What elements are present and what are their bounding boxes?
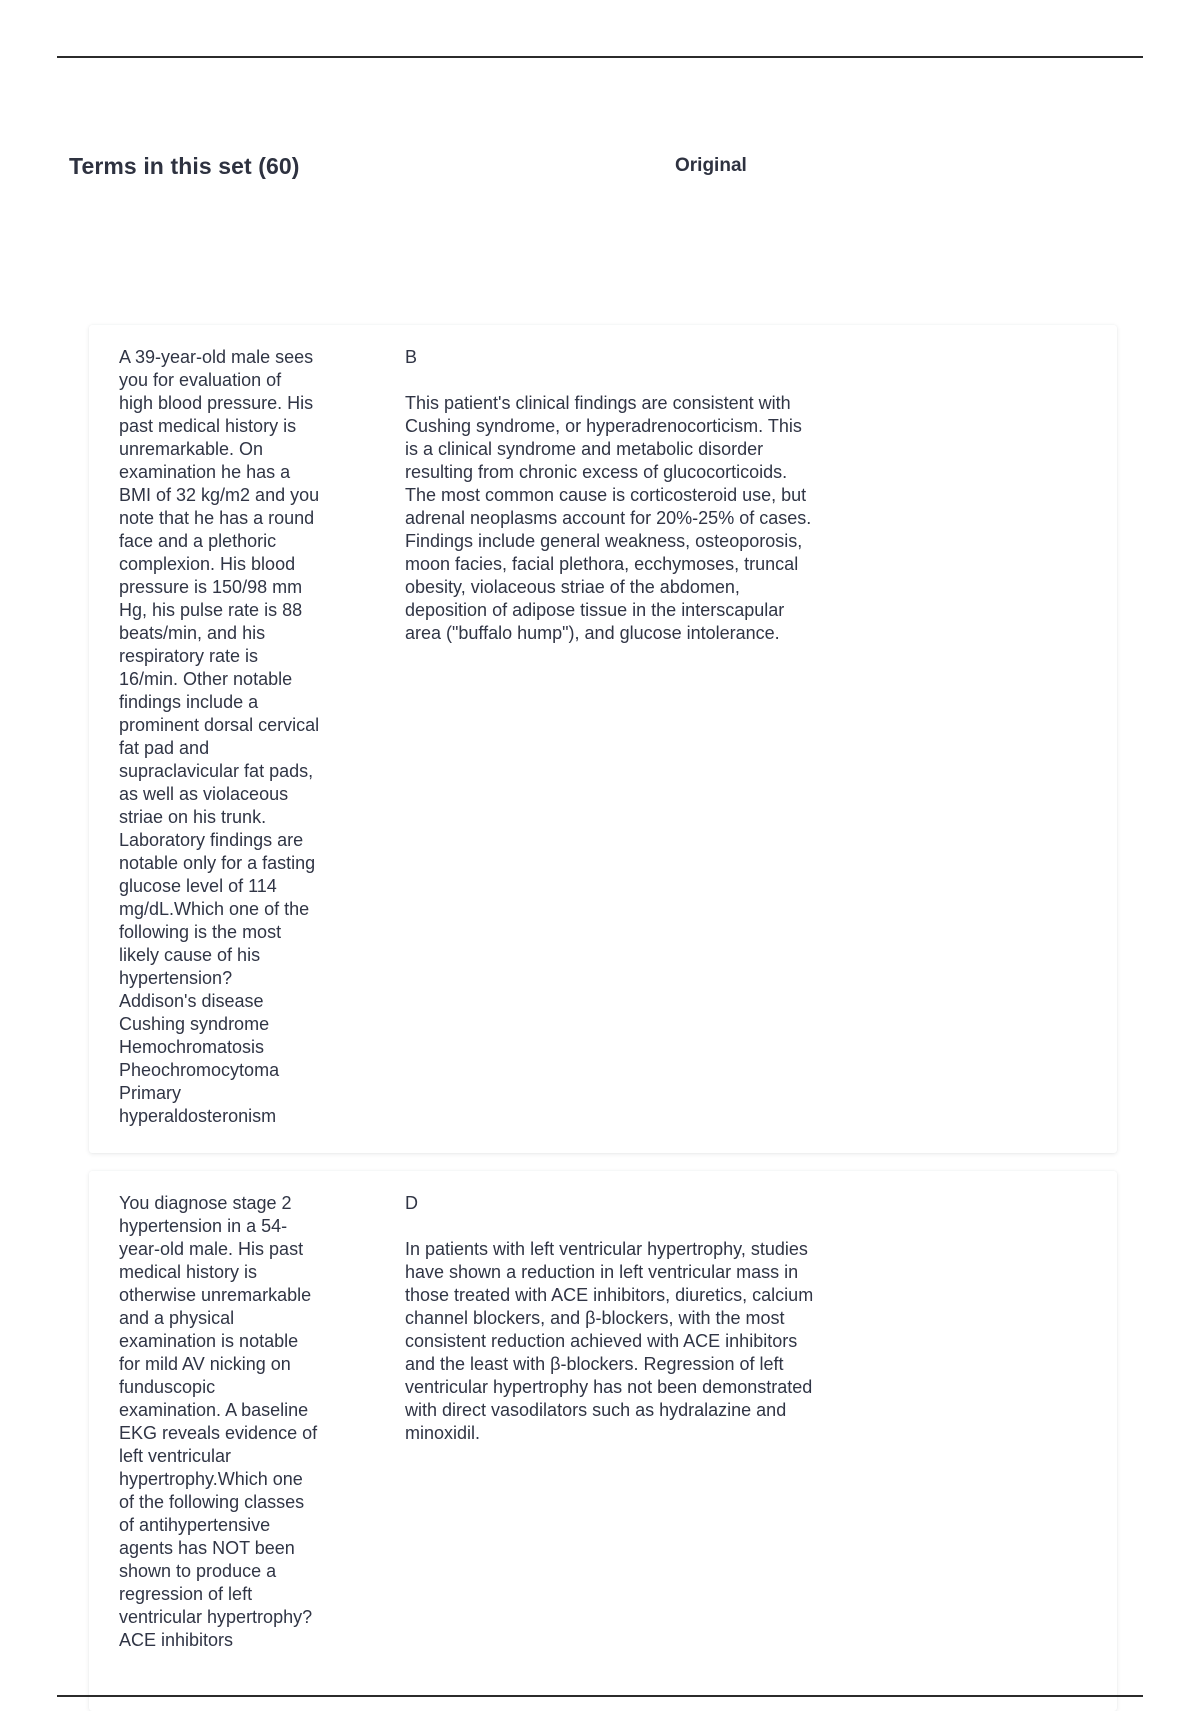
term-card-1 [89,325,1117,1153]
term-line: BMI of 32 kg/m2 and you [119,485,320,505]
term-line: hypertension? [119,968,233,988]
definition-line: resulting from chronic excess of glucocorticoids. [405,462,788,482]
definition-text [405,1192,905,1445]
bottom-rule [57,1695,1143,1697]
term-line: ACE inhibitors [119,1630,234,1650]
term-line: for mild AV nicking on [119,1354,291,1374]
term-line: hypertension in a 54- [119,1216,288,1236]
term-line: agents has NOT been [119,1538,295,1558]
definition-line: have shown a reduction in left ventricular mass in [405,1262,799,1282]
definition-line: deposition of adipose tissue in the interscapular [405,600,785,620]
term-line: prominent dorsal cervical [119,715,320,735]
term-line: hypertrophy.Which one [119,1469,303,1489]
term-line: 16/min. Other notable [119,669,293,689]
definition-line: obesity, violaceous striae of the abdomen, [405,577,740,597]
term-line: beats/min, and his [119,623,266,643]
definition-line: channel blockers, and β-blockers, with the most [405,1308,785,1328]
term-line: notable only for a fasting [119,853,316,873]
definition-line: Findings include general weakness, osteoporosis, [405,531,803,551]
definition-line: Cushing syndrome, or hyperadrenocorticism. This [405,416,802,436]
term-line: Pheochromocytoma [119,1060,280,1080]
term-line: respiratory rate is [119,646,259,666]
term-line: likely cause of his [119,945,261,965]
term-line: of the following classes [119,1492,305,1512]
answer-letter: B [405,347,418,367]
definition-line: adrenal neoplasms account for 20%-25% of cases. [405,508,812,528]
term-line: pressure is 150/98 mm [119,577,303,597]
definition-line: moon facies, facial plethora, ecchymoses, truncal [405,554,799,574]
answer-letter: D [405,1193,418,1213]
term-line: supraclavicular fat pads, [119,761,314,781]
term-line: medical history is [119,1262,258,1282]
definition-line: area ("buffalo hump"), and glucose intolerance. [405,623,780,643]
term-line: following is the most [119,922,282,942]
definition-text [405,346,905,645]
term-line: note that he has a round [119,508,315,528]
definition-line: those treated with ACE inhibitors, diuretics, calcium [405,1285,814,1305]
term-line: complexion. His blood [119,554,296,574]
definition-line: consistent reduction achieved with ACE inhibitors [405,1331,798,1351]
term-line: you for evaluation of [119,370,282,390]
term-line: past medical history is [119,416,297,436]
definition-line: In patients with left ventricular hypertrophy, studies [405,1239,808,1259]
set-title: Terms in this set (60) [69,153,300,179]
term-line: otherwise unremarkable [119,1285,312,1305]
definition-line: with direct vasodilators such as hydralazine and [405,1400,787,1420]
language-label: Original [675,155,747,176]
top-rule [57,56,1143,58]
term-line: A 39-year-old male sees [119,347,314,367]
term-line: high blood pressure. His [119,393,314,413]
term-line: glucose level of 114 [119,876,277,896]
term-line: examination he has a [119,462,291,482]
definition-line: and the least with β-blockers. Regression of left [405,1354,784,1374]
term-card-2 [89,1171,1117,1711]
term-line: year-old male. His past [119,1239,304,1259]
term-line: Addison's disease [119,991,264,1011]
term-line: Cushing syndrome [119,1014,270,1034]
term-line: ventricular hypertrophy? [119,1607,313,1627]
term-line: striae on his trunk. [119,807,267,827]
term-line: funduscopic [119,1377,216,1397]
term-text [119,346,357,1128]
term-line: left ventricular [119,1446,232,1466]
term-text [119,1192,357,1652]
term-line: Hemochromatosis [119,1037,265,1057]
definition-line: minoxidil. [405,1423,481,1443]
term-line: regression of left [119,1584,253,1604]
definition-line: The most common cause is corticosteroid use, but [405,485,807,505]
term-line: as well as violaceous [119,784,289,804]
term-line: and a physical [119,1308,235,1328]
definition-line: is a clinical syndrome and metabolic disorder [405,439,764,459]
term-line: examination. A baseline [119,1400,309,1420]
definition-line: This patient's clinical findings are consistent with [405,393,791,413]
term-line: face and a plethoric [119,531,277,551]
term-line: unremarkable. On [119,439,264,459]
term-line: Hg, his pulse rate is 88 [119,600,303,620]
term-line: fat pad and [119,738,210,758]
term-line: EKG reveals evidence of [119,1423,318,1443]
definition-line: ventricular hypertrophy has not been demonstrated [405,1377,813,1397]
term-line: findings include a [119,692,259,712]
term-line: of antihypertensive [119,1515,271,1535]
term-line: examination is notable [119,1331,299,1351]
term-line: hyperaldosteronism [119,1106,277,1126]
term-line: shown to produce a [119,1561,277,1581]
term-line: mg/dL.Which one of the [119,899,310,919]
term-line: Laboratory findings are [119,830,304,850]
term-line: Primary [119,1083,181,1103]
term-line: You diagnose stage 2 [119,1193,292,1213]
